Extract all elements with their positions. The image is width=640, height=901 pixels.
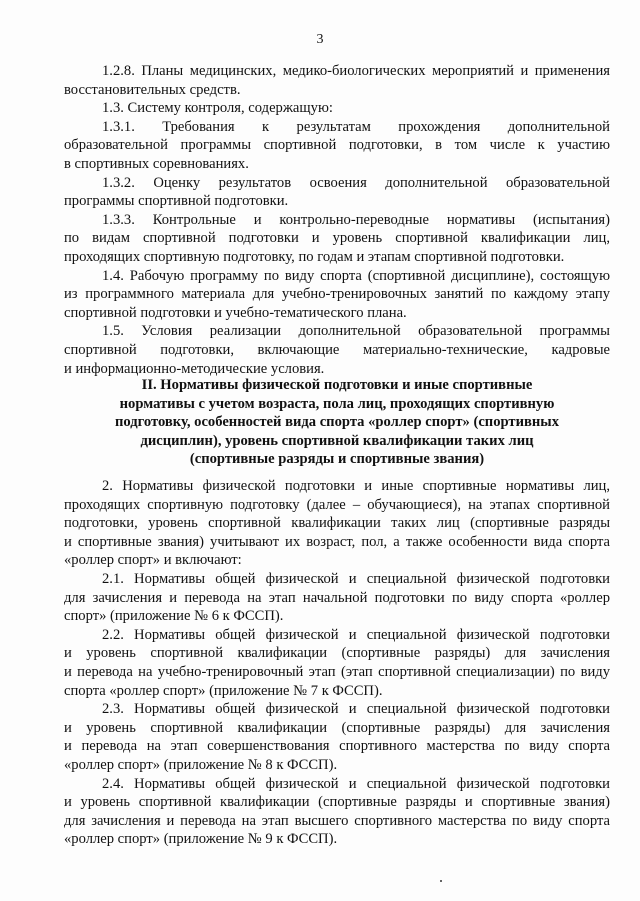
paragraph-line: и спортивные звания) учитывают их возраст, пол, а также особенности вида спорта bbox=[64, 533, 610, 550]
section-1-text bbox=[64, 62, 610, 378]
paragraph-line: «роллер спорт» (приложение № 9 к ФССП). bbox=[64, 831, 338, 848]
paragraph-line: и перевода на учебно-тренировочный этап (этап спортивной специализации) по виду bbox=[64, 663, 610, 680]
paragraph-line: «роллер спорт» и включают: bbox=[64, 552, 242, 569]
heading-line: нормативы с учетом возраста, пола лиц, проходящих спортивную bbox=[119, 395, 555, 412]
heading-line: II. Нормативы физической подготовки и иные спортивные bbox=[141, 377, 533, 393]
paragraph-line: 2.1. Нормативы общей физической и специальной физической подготовки bbox=[102, 570, 610, 587]
paragraph-line: 1.3.3. Контрольные и контрольно-переводные нормативы (испытания) bbox=[102, 211, 610, 228]
paragraph-line: и уровень спортивной квалификации (спортивные разряды) для зачисления bbox=[64, 645, 610, 662]
paragraph-line: 1.2.8. Планы медицинских, медико-биологических мероприятий и применения bbox=[102, 63, 610, 79]
section-2-text bbox=[64, 477, 610, 849]
heading-line: подготовку, особенностей вида спорта «роллер спорт» (спортивных bbox=[114, 414, 559, 431]
paragraph-line: спортивной подготовки и учебно-тематического плана. bbox=[64, 304, 407, 321]
paragraph-line: и перевода на этап совершенствования спортивного мастерства по виду спорта bbox=[64, 738, 610, 755]
paragraph-line: и информационно-методические условия. bbox=[64, 360, 325, 377]
paragraph-line: в спортивных соревнованиях. bbox=[64, 155, 249, 172]
paragraph-line: 1.3.2. Оценку результатов освоения дополнительной образовательной bbox=[102, 174, 610, 191]
paragraph-line: 1.3. Систему контроля, содержащую: bbox=[102, 100, 333, 117]
paragraph-line: проходящих спортивную подготовку (далее – обучающиеся), на этапах спортивной bbox=[64, 496, 610, 513]
paragraph-line: образовательной программы спортивной подготовки, в том числе к участию bbox=[64, 137, 610, 154]
paragraph-line: и уровень спортивной квалификации (спортивные разряды и спортивные звания) bbox=[64, 794, 610, 811]
heading-line: (спортивные разряды и спортивные звания) bbox=[189, 451, 485, 468]
paragraph-line: 1.4. Рабочую программу по виду спорта (спортивной дисциплине), состоящую bbox=[102, 267, 610, 284]
paragraph-line: 2.2. Нормативы общей физической и специальной физической подготовки bbox=[102, 626, 610, 643]
paragraph-line: программы спортивной подготовки. bbox=[64, 193, 289, 210]
paragraph-line: проходящих спортивную подготовку, по годам и этапам спортивной подготовки. bbox=[64, 248, 565, 265]
paragraph-line: и уровень спортивной квалификации (спортивные разряды) для зачисления bbox=[64, 719, 610, 736]
paragraph-line: для зачисления и перевода на этап начальной подготовки по виду спорта «роллер bbox=[64, 589, 610, 606]
section-2-heading bbox=[64, 376, 610, 469]
paragraph-line: 2.4. Нормативы общей физической и специальной физической подготовки bbox=[102, 775, 610, 792]
paragraph-line: «роллер спорт» (приложение № 8 к ФССП). bbox=[64, 756, 338, 773]
paragraph-line: 2. Нормативы физической подготовки и иные спортивные нормативы лиц, bbox=[102, 478, 610, 494]
paragraph-line: 1.5. Условия реализации дополнительной образовательной программы bbox=[102, 323, 610, 340]
paragraph-line: восстановительных средств. bbox=[64, 81, 241, 98]
page-number: 3 bbox=[316, 32, 324, 47]
scan-speck bbox=[440, 880, 442, 882]
paragraph-line: подготовки, уровень спортивной квалификации таких лиц (спортивные разряды bbox=[64, 515, 610, 532]
paragraph-line: из программного материала для учебно-тренировочных занятий по каждому этапу bbox=[64, 286, 610, 303]
paragraph-line: для зачисления и перевода на этап высшего спортивного мастерства по виду спорта bbox=[64, 812, 610, 829]
paragraph-line: спорт» (приложение № 6 к ФССП). bbox=[64, 608, 284, 625]
paragraph-line: спортивной подготовки, включающие материально-технические, кадровые bbox=[64, 341, 610, 358]
paragraph-line: спорта «роллер спорт» (приложение № 7 к ФССП). bbox=[64, 682, 383, 699]
paragraph-line: 1.3.1. Требования к результатам прохождения дополнительной bbox=[102, 118, 610, 135]
heading-line: дисциплин), уровень спортивной квалификации таких лиц bbox=[140, 432, 534, 449]
paragraph-line: по видам спортивной подготовки и уровень спортивной квалификации лиц, bbox=[64, 230, 610, 247]
paragraph-line: 2.3. Нормативы общей физической и специальной физической подготовки bbox=[102, 701, 610, 718]
